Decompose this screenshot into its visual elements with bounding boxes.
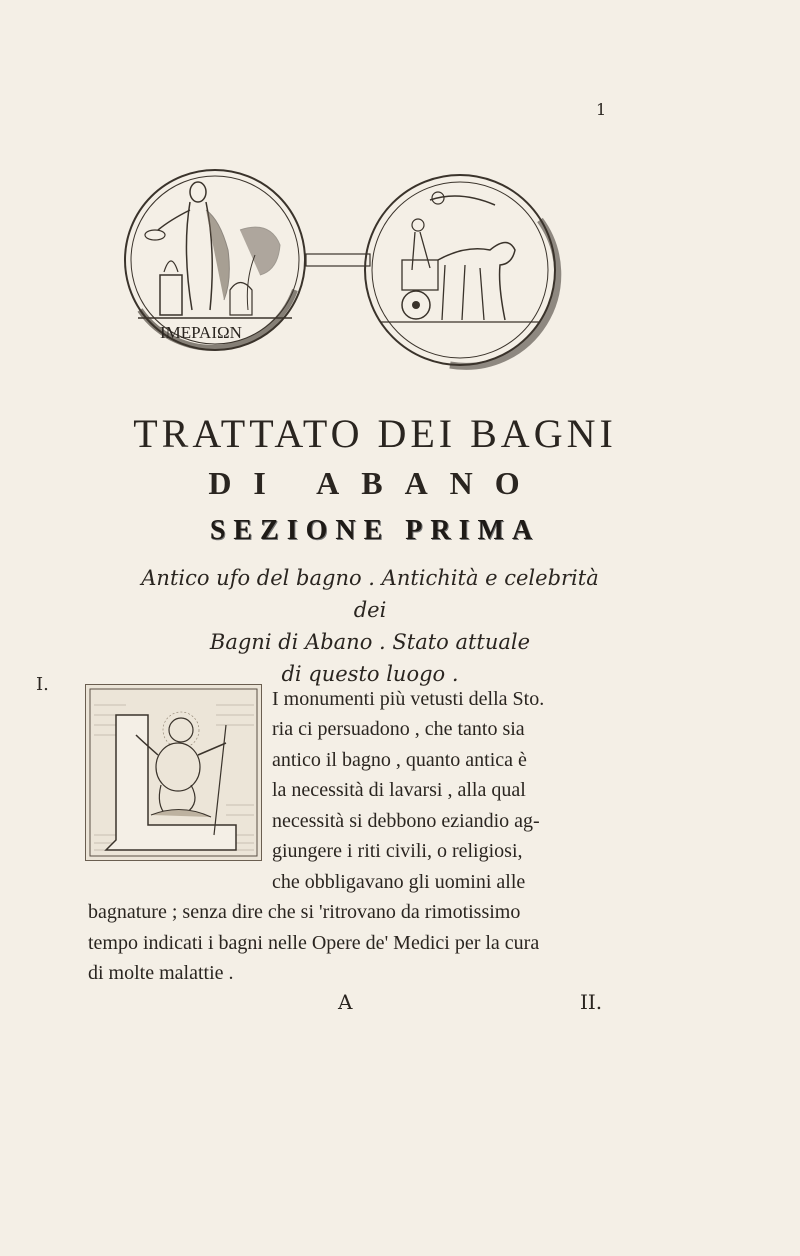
page-number: 1	[596, 100, 607, 119]
body-line: tempo indicati i bagni nelle Opere de' Medici per la cura	[88, 932, 540, 954]
medals-engraving	[120, 160, 570, 380]
body-line: necessità si debbono eziandio ag-	[272, 810, 540, 832]
body-line: che obbligavano gli uomini alle	[272, 871, 526, 893]
body-line: bagnature ; senza dire che si 'ritrovano da rimotissimo	[88, 901, 521, 923]
body-line: giungere i riti civili, o religiosi,	[272, 840, 523, 862]
summary-line-3: di questo luogo .	[281, 662, 459, 686]
body-line: ria ci persuadono , che tanto sia	[272, 718, 525, 740]
section-heading: SEZIONE PRIMA	[209, 515, 541, 546]
body-line: la necessità di lavarsi , alla qual	[272, 779, 526, 801]
body-line: antico il bagno , quanto antica è	[272, 749, 527, 771]
paragraph-number: I.	[36, 674, 49, 695]
chapter-summary	[140, 562, 600, 690]
catchword: II.	[580, 990, 603, 1014]
treatise-title: TRATTATO DEI BAGNI	[133, 411, 617, 456]
summary-line-2: Bagni di Abano . Stato attuale	[209, 630, 531, 654]
treatise-subtitle: DI ABANO	[208, 465, 542, 501]
decorated-initial	[85, 684, 262, 861]
body-line: I monumenti più vetusti della Sto.	[272, 688, 545, 710]
right-medal	[365, 175, 558, 366]
putto-engraving	[86, 685, 261, 860]
body-line: di molte malattie .	[88, 962, 234, 984]
left-medal	[125, 170, 305, 350]
summary-line-1: Antico ufo del bagno . Antichità e celebrità dei	[141, 566, 599, 622]
signature-mark: A	[338, 990, 353, 1014]
medal-inscription: IMEPAIΩN	[160, 323, 242, 342]
